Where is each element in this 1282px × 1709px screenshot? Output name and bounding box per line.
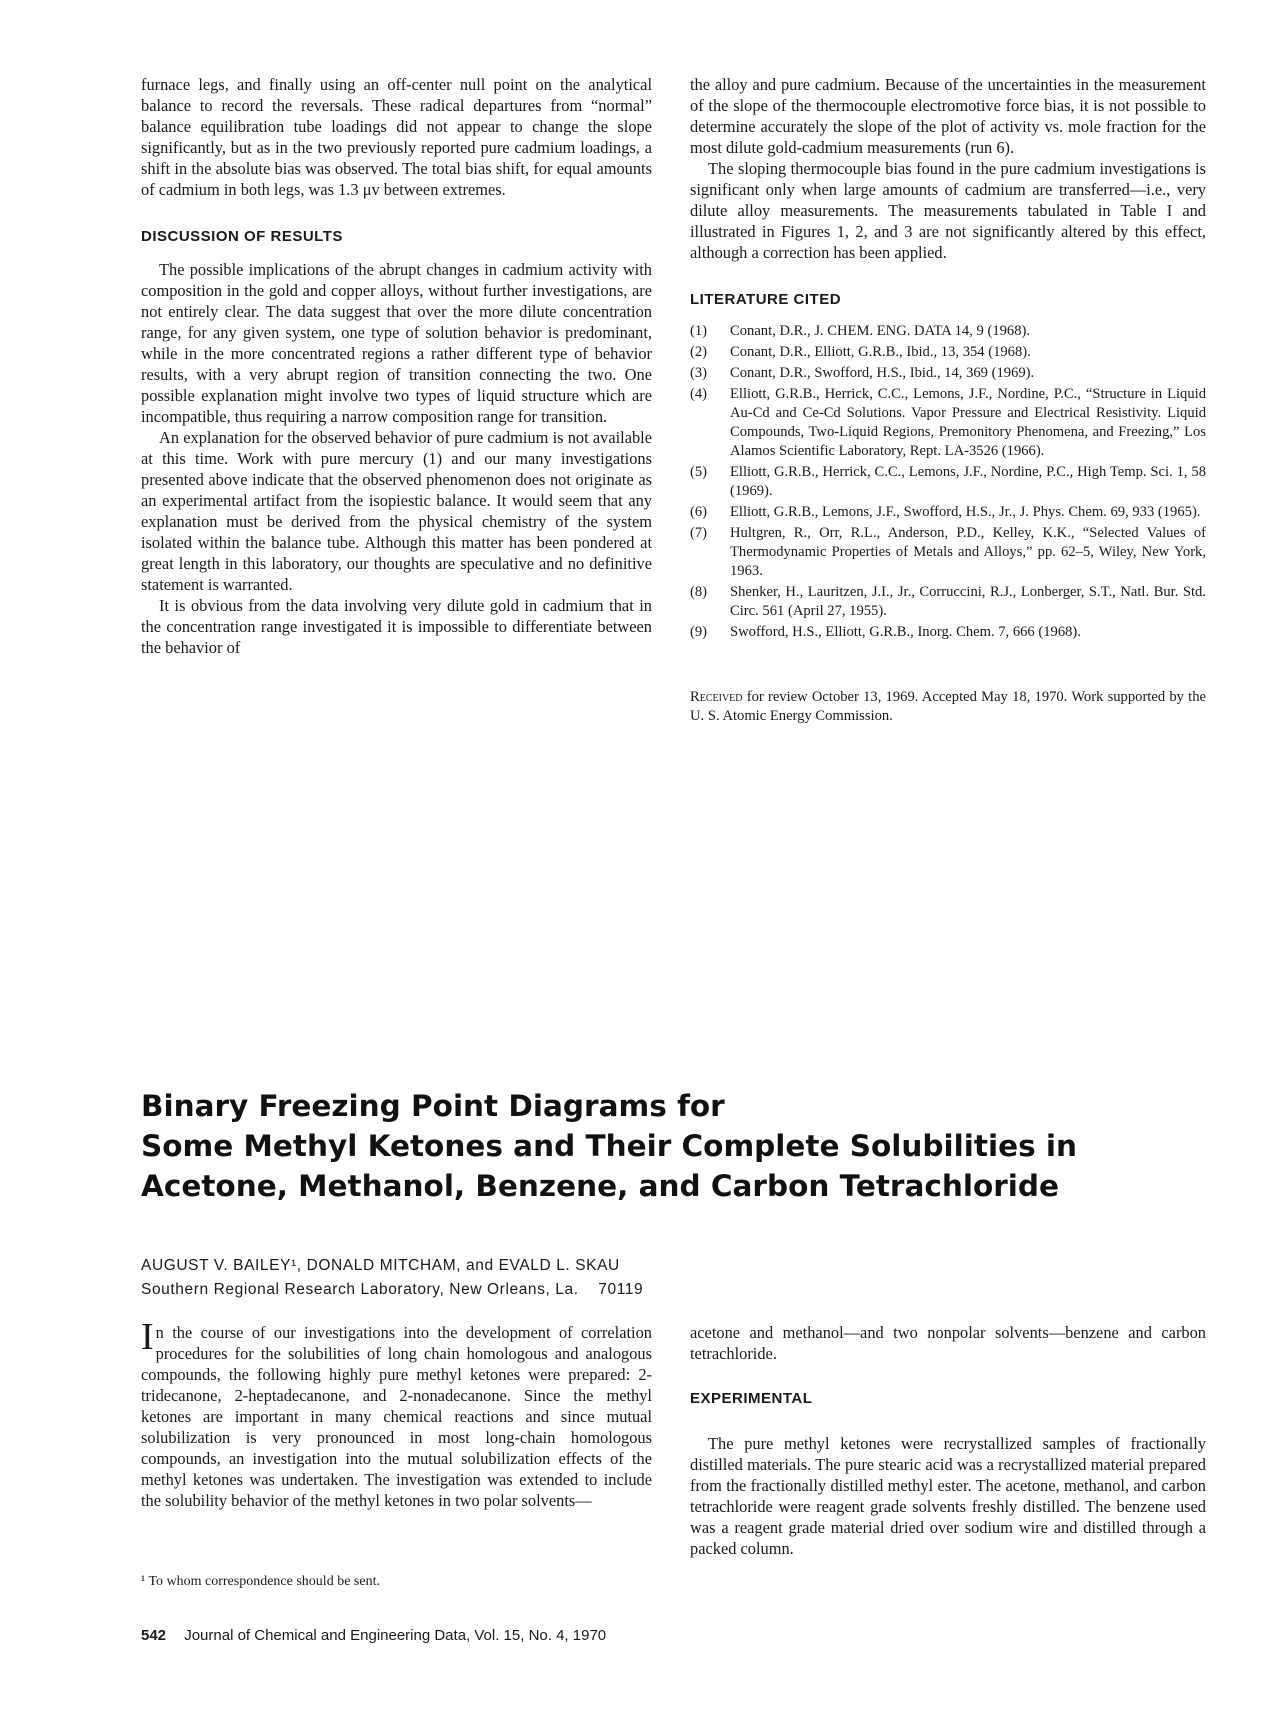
drop-cap: I xyxy=(141,1316,154,1358)
reference-item: (7) Hultgren, R., Orr, R.L., Anderson, P.D., Kelley, K.K., “Selected Values of Thermodynamic Properties of Metals and Alloys,” pp. 62–5, Wiley, New York, 1963. xyxy=(690,525,1206,579)
journal-citation: Journal of Chemical and Engineering Data, Vol. 15, No. 4, 1970 xyxy=(184,1627,607,1644)
paragraph: acetone and methanol—and two nonpolar solvents—benzene and carbon tetrachloride. xyxy=(690,1323,1206,1363)
lower-left-column xyxy=(141,1316,652,1511)
reference-item: (9) Swofford, H.S., Elliott, G.R.B., Inorg. Chem. 7, 666 (1968). xyxy=(690,624,1081,640)
lower-right-column xyxy=(690,1322,1206,1559)
article-title xyxy=(141,1086,1191,1206)
paragraph: The possible implications of the abrupt changes in cadmium activity with composition in the gold and copper alloys, without further investigations, are not entirely clear. The data suggest that over the more dilute concentration range, for any given system, one type of solution behavior is predominant, while in the more concentrated regions a rather different type of behavior results, with a very abrupt region of transition connecting the two. One possible explanation might involve two types of liquid structure which are incompatible, thus requiring a narrow composition range for transition. xyxy=(141,260,652,426)
section-heading-literature: LITERATURE CITED xyxy=(690,291,842,308)
byline xyxy=(141,1254,643,1302)
reference-item: (2) Conant, D.R., Elliott, G.R.B., Ibid., 13, 354 (1968). xyxy=(690,344,1031,360)
paragraph: furnace legs, and finally using an off-center null point on the analytical balance to record the reversals. These radical departures from “normal” balance equilibration tube loadings did not appear to change the slope significantly, but as in the two previously reported pure cadmium loadings, a shift in the absolute bias was observed. The total bias shift, for equal amounts of cadmium in both legs, was 1.3 μv between extremes. xyxy=(141,75,652,199)
upper-left-column xyxy=(141,74,652,658)
paragraph: The sloping thermocouple bias found in the pure cadmium investigations is significant only when large amounts of cadmium are transferred—i.e., very dilute alloy measurements. The measurements tabulated in Table I and illustrated in Figures 1, 2, and 3 are not significantly altered by this effect, although a correction has been applied. xyxy=(690,159,1206,262)
title-line: Binary Freezing Point Diagrams for xyxy=(141,1089,725,1123)
reference-item: (4) Elliott, G.R.B., Herrick, C.C., Lemons, J.F., Nordine, P.C., “Structure in Liquid Au-Cd and Ce-Cd Solutions. Vapor Pressure and Electrical Resistivity. Liquid Compounds, Two-Liquid Regions, Premonitory Phenomena, and Freezing,” Los Alamos Scientific Laboratory, Rept. LA-3526 (1966). xyxy=(690,386,1206,459)
paragraph: An explanation for the observed behavior of pure cadmium is not available at this time. Work with pure mercury (1) and our many investigations presented above indicate that the observed phenomenon does not originate as an experimental artifact from the isopiestic balance. It would seem that any explanation must be derived from the physical chemistry of the system isolated within the balance tube. Although this matter has been pondered at great length in this laboratory, our thoughts are speculative and no definitive statement is warranted. xyxy=(141,428,652,594)
reference-item: (5) Elliott, G.R.B., Herrick, C.C., Lemons, J.F., Nordine, P.C., High Temp. Sci. 1, 58 (1969). xyxy=(690,464,1206,499)
section-heading-experimental: EXPERIMENTAL xyxy=(690,1390,813,1407)
authors: AUGUST V. BAILEY¹, DONALD MITCHAM, and EVALD L. SKAU xyxy=(141,1257,620,1274)
reference-item: (6) Elliott, G.R.B., Lemons, J.F., Swofford, H.S., Jr., J. Phys. Chem. 69, 933 (1965). xyxy=(690,504,1201,520)
title-line: Acetone, Methanol, Benzene, and Carbon Tetrachloride xyxy=(141,1169,1060,1203)
paragraph: the alloy and pure cadmium. Because of the uncertainties in the measurement of the slope of the thermocouple electromotive force bias, it is not possible to determine accurately the slope of the plot of activity vs. mole fraction for the most dilute gold-cadmium measurements (run 6). xyxy=(690,75,1206,157)
upper-right-column xyxy=(690,74,1206,726)
page-number: 542 xyxy=(141,1627,167,1644)
intro-paragraph: In the course of our investigations into the development of correlation procedures for the solubilities of long chain homologous and analogous compounds, the following highly pure methyl ketones were prepared: 2-tridecanone, 2-heptadecanone, and 2-nonadecanone. Since the methyl ketones are important in many chemical reactions and since mutual solubilization is very pronounced in most long-chain homologous compounds, an investigation into the mutual solubilization effects of the methyl ketones was undertaken. The investigation was extended to include the solubility behavior of the methyl ketones in two polar solvents— xyxy=(141,1316,652,1510)
title-line: Some Methyl Ketones and Their Complete Solubilities in xyxy=(141,1129,1078,1163)
paragraph: It is obvious from the data involving very dilute gold in cadmium that in the concentration range investigated it is impossible to differentiate between the behavior of xyxy=(141,596,652,657)
reference-list xyxy=(690,322,1206,642)
section-heading-discussion: DISCUSSION OF RESULTS xyxy=(141,228,343,245)
reference-item: (3) Conant, D.R., Swofford, H.S., Ibid., 14, 369 (1969). xyxy=(690,365,1035,381)
reference-item: (1) Conant, D.R., J. CHEM. ENG. DATA 14, 9 (1968). xyxy=(690,323,1031,339)
paragraph: The pure methyl ketones were recrystallized samples of fractionally distilled materials. The pure stearic acid was a recrystallized material prepared from the fractionally distilled methyl ester. The acetone, methanol, and carbon tetrachloride were reagent grade solvents freshly distilled. The benzene used was a reagent grade material dried over sodium wire and distilled through a packed column. xyxy=(690,1434,1206,1558)
footnote: ¹ To whom correspondence should be sent. xyxy=(141,1574,380,1589)
received-note: Received for review October 13, 1969. Accepted May 18, 1970. Work supported by the U. S. Atomic Energy Commission. xyxy=(690,689,1206,724)
reference-item: (8) Shenker, H., Lauritzen, J.I., Jr., Corruccini, R.J., Lonberger, S.T., Natl. Bur. Std. Circ. 561 (April 27, 1955). xyxy=(690,584,1206,619)
affiliation: Southern Regional Research Laboratory, New Orleans, La. 70119 xyxy=(141,1281,644,1298)
page-footer xyxy=(141,1627,606,1644)
